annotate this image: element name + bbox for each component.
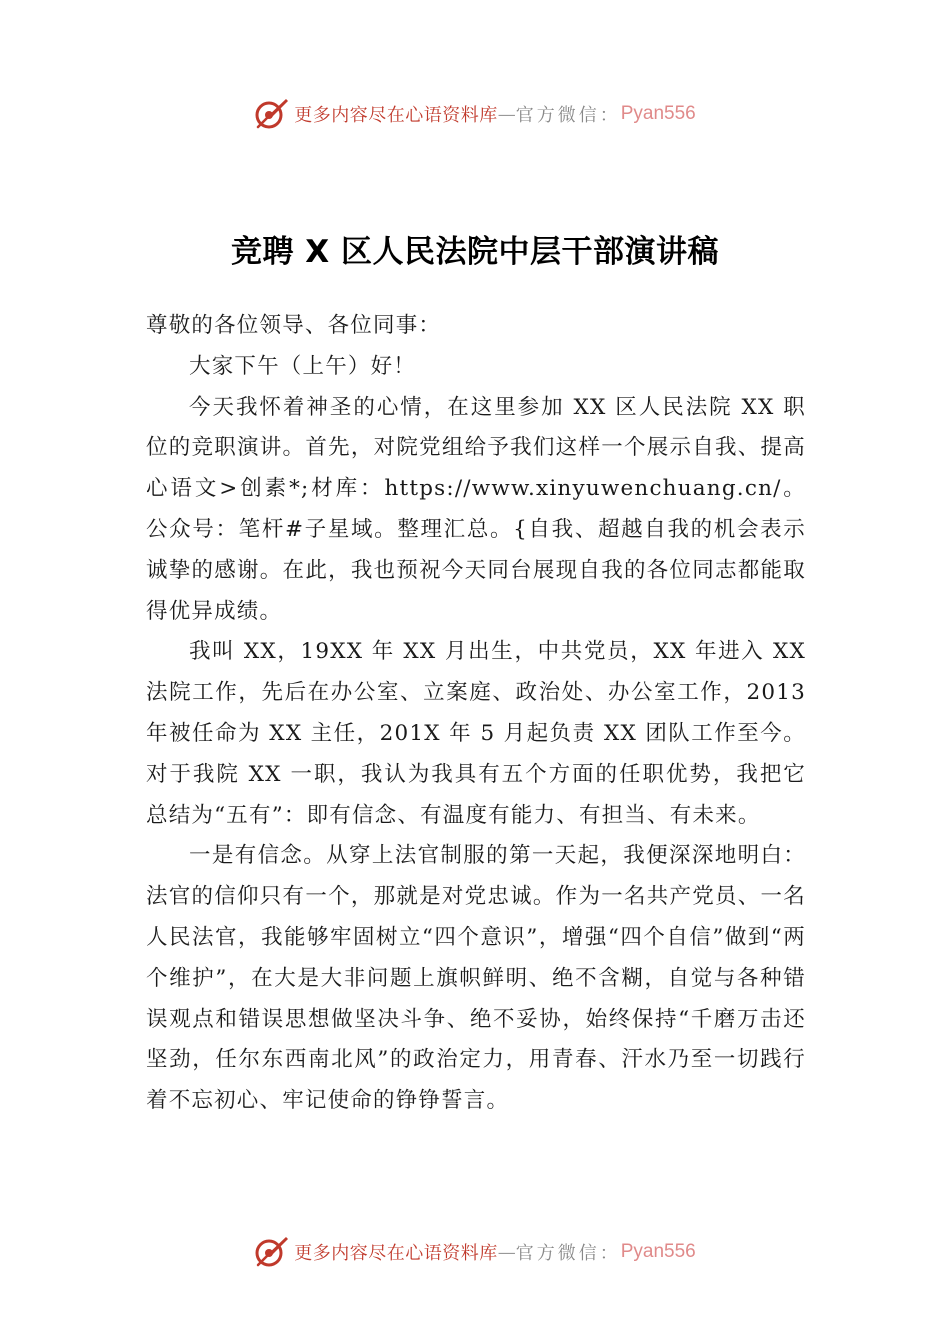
body-paragraph: 一是有信念。从穿上法官制服的第一天起，我便深深地明白：法官的信仰只有一个，那就是对党忠诚。作为一名共产党员、一名人民法官，我能够牢固树立“四个意识”，增强“四个自信”做到“两个维护”，在大是大非问题上旗帜鲜明、绝不含糊，自觉与各种错误观点和错误思想做坚决斗争、绝不妥协，始终保持“千磨万击还坚劲，任尔东西南北风”的政治定力，用青春、汗水乃至一切践行着不忘初心、牢记使命的铮铮誓言。 (146, 843, 806, 1114)
salutation: 尊敬的各位领导、各位同事： (146, 313, 442, 338)
quill-circle-logo-icon (254, 96, 290, 132)
body-paragraph: 今天我怀着神圣的心情，在这里参加 XX 区人民法院 XX 职位的竞职演讲。首先，对院党组给予我们这样一个展示自我、提高心语文>创素*;材库：https://www.xinyuwenchuang.cn/。公众号：笔杆#子星域。整理汇总。{自我、超越自我的机会表示诚挚的感谢。在此，我也预祝今天同台展现自我的各位同志都能取得优异成绩。 (146, 394, 806, 624)
footer-separator: — (497, 1241, 516, 1263)
document-body (146, 306, 806, 1122)
footer-brand-text: 更多内容尽在心语资料库 (294, 1243, 498, 1264)
body-paragraph: 大家下午（上午）好！ (189, 353, 417, 379)
body-paragraph: 我叫 XX，19XX 年 XX 月出生，中共党员，XX 年进入 XX 法院工作，先后在办公室、立案庭、政治处、办公室工作，2013 年被任命为 XX 主任，201X 年 5 月起负责 XX 团队工作至今。对于我院 XX 一职，我认为我具有五个方面的任职优势，我把它总结为“五有”：即有信念、有温度有能力、有担当、有未来。 (146, 639, 806, 828)
footer-wechat-id: Pyan556 (620, 1241, 696, 1262)
footer-wechat-label: 官方微信： (515, 1243, 621, 1264)
header-separator: — (497, 103, 516, 125)
header-banner (0, 94, 950, 134)
footer-banner (0, 1232, 950, 1272)
header-wechat-label: 官方微信： (515, 105, 621, 126)
quill-circle-logo-icon (254, 1234, 290, 1270)
document-title: 竞聘 X 区人民法院中层干部演讲稿 (231, 234, 719, 270)
header-brand-text: 更多内容尽在心语资料库 (294, 105, 498, 126)
header-wechat-id: Pyan556 (620, 103, 696, 124)
